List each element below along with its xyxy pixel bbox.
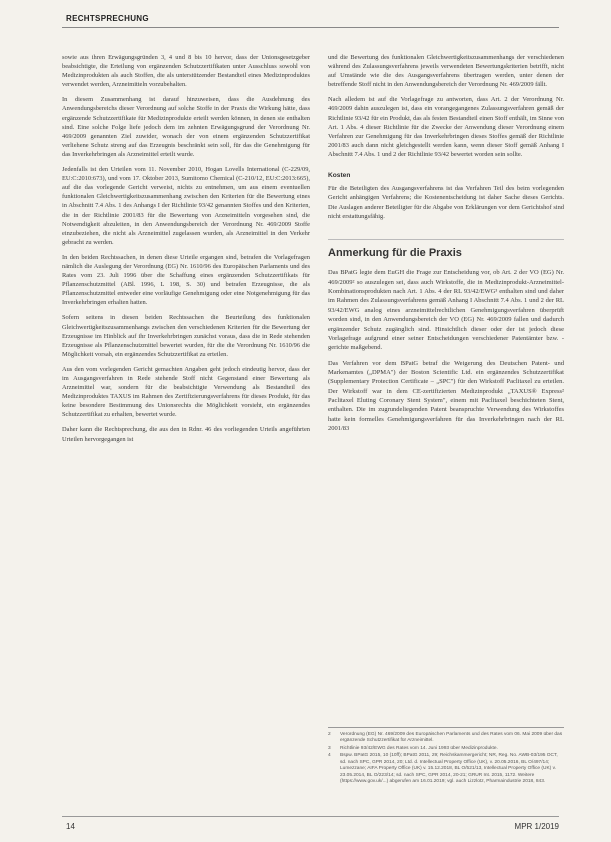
- left-paragraph-6: Aus den vom vorlegenden Gericht gemachten Angaben geht jedoch eindeutig hervor, dass der im Ausgangsverfahren in Rede stehende Stoff nicht Gegenstand einer Bewertung als Arzneimittel war, sondern für die beabsichtigte Verwendung als Bestandteil des Medizinproduktes TAXUS im Rahmen des Zertifizierungsverfahrens für dieses Produkt, für das keine besondere Bestimmung des Unionsrechts die Möglichkeit vorsieht, ein ergänzendes Schutzzertifikat zu erhalten, bewertet wurde.: [62, 365, 310, 419]
- footnote-number: 3: [328, 745, 331, 751]
- left-paragraph-3: Jedenfalls ist den Urteilen vom 11. November 2010, Hogan Lovells International (C-229/09, EU:C:2010:673), und vom 17. Oktober 2013, Sumitomo Chemical (C-210/12, EU:C:2013:665), auf die das vorlegende Gericht verweist, nichts zu entnehmen, um aus einem eventuellen funktionalen Gleichwertigkeitszusammenhang zwischen den Kriterien für die Bewertung eines in Abschnitt 7.4 Abs. 1 des Anhangs I der Richtlinie 93/42 genannten Stoffes und den Kriterien, die in der Richtlinie 2001/83 für die Bewertung von Arzneimitteln vorgesehen sind, die Notwendigkeit abzuleiten, in den Anwendungsbereich der Verordnung Nr. 469/2009 Stoffe einzubeziehen, die nicht als Arzneimittel zugelassen wurden, als Arzneimittel in den Verkehr gebracht zu werden.: [62, 166, 310, 246]
- footnote-text: Richtlinie 93/42/EWG des Rates vom 14. Juni 1993 über Medizinprodukte.: [340, 745, 498, 751]
- kosten-paragraph: Für die Beteiligten des Ausgangsverfahrens ist das Verfahren Teil des beim vorlegenden Gericht anhängigen Verfahrens; die Kostenentscheidung ist daher Sache dieses Gerichts. Die Auslagen anderer Beteiligter für die Abgabe von Erklärungen vor dem Gerichtshof sind nicht erstattungsfähig.: [328, 185, 564, 220]
- footnote-item: [328, 746, 564, 752]
- footnotes: [328, 727, 564, 787]
- footnote-item: [328, 732, 564, 745]
- right-column: [328, 53, 564, 439]
- kosten-heading: Kosten: [328, 172, 351, 180]
- left-paragraph-4: In den beiden Rechtssachen, in denen diese Urteile ergangen sind, betrafen die Vorlagefragen nämlich die Auslegung der Verordnung (EG) Nr. 1610/96 des Europäischen Parlaments und des Rates vom 23. Juli 1996 über die Schaffung eines ergänzenden Schutzzertifikats für Pflanzenschutzmittel (ABl. 1996, L 198, S. 30) und betrafen Erzeugnisse, die als Pflanzenschutzmittel entweder eine vorläufige Genehmigung oder eine Notgenehmigung für das Inverkehrbringen erhalten hatten.: [62, 253, 310, 307]
- section-header: RECHTSPRECHUNG: [66, 14, 149, 23]
- left-paragraph-1: sowie aus ihren Erwägungsgründen 3, 4 und 8 bis 10 hervor, dass der Unionsgesetzgeber beabsichtigte, die Erteilung von ergänzenden Schutzzertifikaten unter Ausschluss sowohl von Medizinprodukten als auch Stoffen, die als unterstützender Bestandteil eines Medizinproduktes verwendet werden, Arzneimitteln vorzubehalten.: [62, 54, 310, 89]
- right-paragraph-1: und die Bewertung des funktionalen Gleichwertigkeitszusammenhangs der verschiedenen während des Zulassungsverfahrens jeweils verwendeten Bewertungskriterien betrifft, nicht auf Umstände wie die des Ausgangsverfahrens übertragen werden, unter denen der betreffende Stoff nicht in den Anwendungsbereich der Verordnung Nr. 469/2009 fällt.: [328, 54, 564, 89]
- footer-divider: [62, 816, 559, 817]
- footnote-number: 4: [328, 753, 331, 759]
- left-paragraph-7: Daher kann die Rechtsprechung, die aus den in Rdnr. 46 des vorliegenden Urteils angeführten Urteilen hervorgegangen ist: [62, 426, 310, 443]
- footnote-text: Bspw. BPatG 2015, 10 (10ff); BPatG 2011, 29; Reichskammergericht; NR, Reg. No. AWB-03/195 OCT, sd. nach SPC, GPR 2014, 20; Ltd. d. Intellectual Property Office (UK), v. 20.05.2016, BL O/497/14; Lumezzane; AIFA Property Office (UK) v. 15.12.2018, BL O/521/13, Intellectual Property Office (UK) v. 23.05.2014, BL O/223/14; sd. nach SPC, GPR 2014, 20-21; GRUR Int. 2015, 1172. Weitere (https://www.gov.uk/...) abgerufen am 16.01.2019; vgl. auch Lizzlotz, Pharmaindustrie 2018, 843.: [340, 753, 558, 785]
- right-paragraph-2: Nach alledem ist auf die Vorlagefrage zu antworten, dass Art. 2 der Verordnung Nr. 469/2009 dahin auszulegen ist, dass ein vorangegangenes Zulassungsverfahren gemäß der Richtlinie 93/42 für ein Produkt, das als festen Bestandteil einen Stoff enthält, im Sinne von Art. 1 Abs. 4 dieser Richtlinie für die Zwecke der Anwendung dieser Verordnung einem Verfahren zur Genehmigung für das Inverkehrbringen dieses Stoffes gemäß der Richtlinie 2001/83 auch dann nicht gleichgestellt werden kann, wenn dieser Stoff gemäß Anhang I Abschnitt 7.4 Abs. 1 und 2 der Richtlinie 93/42 bewertet worden sein sollte.: [328, 96, 564, 158]
- anmerkung-body: [328, 268, 564, 433]
- left-paragraph-5: Sofern seitens in diesen beiden Rechtssachen die Beurteilung des funktionalen Gleichwertigkeitszusammenhangs zwischen den verschiedenen Kriterien für die Bewertung der Erzeugnisse im Hinblick auf ihr Inverkehrbringen zunächst voraus, dass die in Rede stehenden Erzeugnisse als Pflanzenschutzmittel bewertet wurden, für die die Verordnung Nr. 1610/96 die Möglichkeit vorsah, ein ergänzendes Schutzzertifikat zu erteilen.: [62, 314, 310, 358]
- left-paragraph-2: In diesem Zusammenhang ist darauf hinzuweisen, dass die Ausdehnung des Anwendungsbereichs dieser Verordnung auf solche Stoffe in der Praxis die Wirkung hätte, dass ergänzende Schutzzertifikate für Medizinprodukte erteilt werden können, in denen sie enthalten sind. Eine solche Folge liefe jedoch dem im zehnten Erwägungsgrund der Verordnung Nr. 469/2009 genannten Ziel zuwider, wonach der von einem ergänzenden Schutzzertifikat verliehene Schutz streng auf das Erzeugnis beschränkt sein soll, für das die Genehmigung für das Inverkehrbringen als Arzneimittel erteilt wurde.: [62, 96, 310, 158]
- journal-issue: MPR 1/2019: [514, 822, 559, 831]
- footnote-item: [328, 753, 564, 785]
- footnote-text: Verordnung (EG) Nr. 469/2009 des Europäischen Parlaments und des Rates vom 06. Mai 2009 über das ergänzende Schutzzertifikat für Arzneimittel.: [340, 732, 563, 744]
- page-number: 14: [66, 822, 75, 831]
- header-divider: [62, 27, 559, 28]
- footnote-number: 2: [328, 732, 331, 737]
- anmerkung-paragraph-1: Das BPatG legte dem EuGH die Frage zur Entscheidung vor, ob Art. 2 der VO (EG) Nr. 469/2009² so auszulegen sei, dass auch Wirkstoffe, die in Medizinprodukt-Arzneimittel-Kombinationsprodukten nach Art. 1 Abs. 4 der RL 93/42/EWG³ enthalten sind und daher im Rahmen des Zulassungsverfahrens gemäß Anhang I Abschnitt 7.4 Abs. 1 und 2 der RL 93/42/EWG analog eines arzneimittelrechtlichen Genehmigungsverfahren überprüft worden sind, in den Anwendungsbereich der VO (EG) Nr. 469/2009 fallen und dadurch ergänzender Schutz zugänglich sind. Hinsichtlich dieser oder der ist jedoch diese Vorlagefrage aufgrund einer seiner Entscheidungen verschiedener Patentämter bzw. -gerichte maßgebend.: [328, 269, 564, 352]
- left-column: [62, 53, 310, 450]
- anmerkung-paragraph-2: Das Verfahren vor dem BPatG betraf die Weigerung des Deutschen Patent- und Markenamtes („DPMA") der Boston Scientific Ltd. ein ergänzendes Schutzzertifikat (Supplementary Protection Certificate – „SPC") für den Wirkstoff Paclitaxel zu erteilen. Der Wirkstoff war in dem CE-zertifizierten Medizinprodukt „TAXUS® Express² Paclitaxel Eluting Coronary Stent System", einem mit Paclitaxel beschichteten Stent, enthalten. Die im zugrundeliegenden Patent beanspruchte Verwendung des Wirkstoffes hatte kein formelles Genehmigungsverfahren für das Inverkehrbringen nach der RL 2001/83: [328, 359, 564, 433]
- anmerkung-heading: Anmerkung für die Praxis: [328, 239, 564, 262]
